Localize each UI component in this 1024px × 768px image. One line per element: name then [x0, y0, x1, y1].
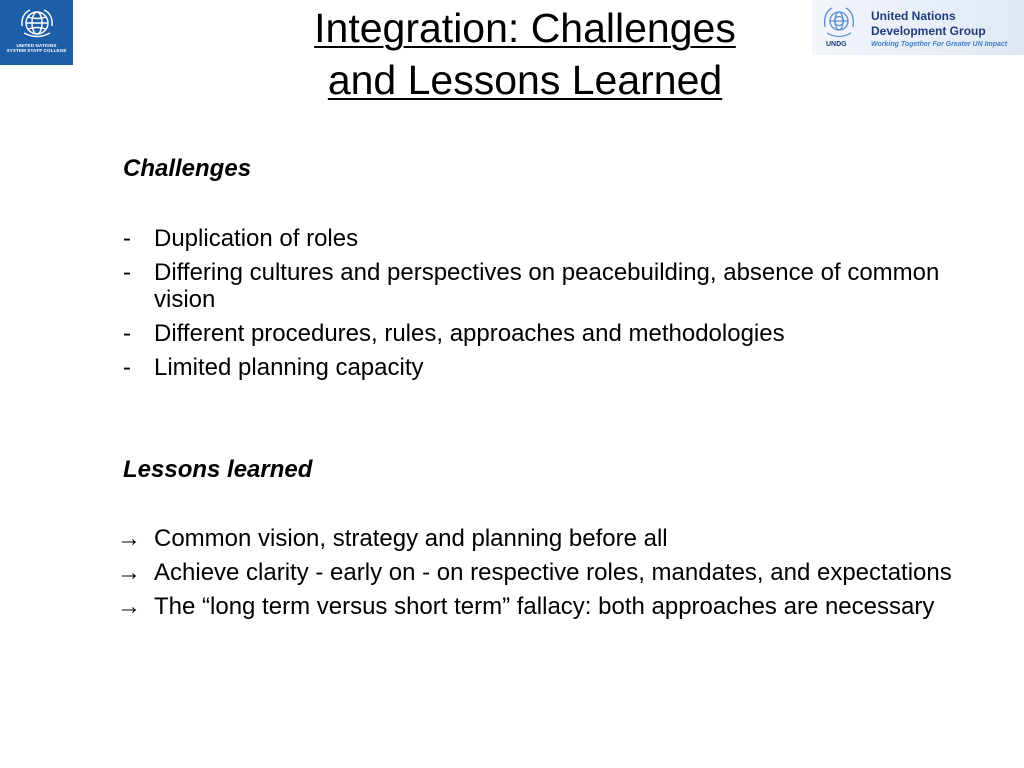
title-line-1: Integration: Challenges — [314, 5, 736, 51]
undg-name: United Nations Development Group — [871, 9, 986, 38]
arrow-right-icon: → — [117, 525, 141, 552]
list-item: → Common vision, strategy and planning before all — [117, 525, 668, 552]
lessons-list — [117, 525, 997, 627]
unssc-logo — [0, 0, 73, 65]
undg-tagline: Working Together For Greater UN Impact — [871, 41, 1008, 48]
arrow-right-icon: → — [117, 593, 141, 620]
dash-bullet: - — [123, 320, 131, 347]
list-item: - Differing cultures and perspectives on peacebuilding, absence of common vision — [123, 259, 940, 313]
title-line-2: and Lessons Learned — [327, 57, 723, 103]
dash-bullet: - — [123, 354, 131, 381]
list-item: - Limited planning capacity — [123, 354, 424, 381]
list-item: → Achieve clarity - early on - on respective roles, mandates, and expectations — [117, 559, 952, 586]
challenges-heading: Challenges — [123, 155, 252, 182]
undg-abbreviation: UNDG — [826, 41, 847, 48]
challenges-list — [117, 225, 997, 388]
arrow-right-icon: → — [117, 559, 141, 586]
slide-title — [200, 2, 850, 106]
list-item: → The “long term versus short term” fallacy: both approaches are necessary — [117, 593, 935, 620]
list-item: - Different procedures, rules, approaches and methodologies — [123, 320, 785, 347]
globe-icon — [18, 6, 56, 40]
dash-bullet: - — [123, 225, 131, 252]
unssc-logo-text: UNITED NATIONS SYSTEM STAFF COLLEGE — [6, 43, 67, 53]
list-item: - Duplication of roles — [123, 225, 359, 252]
lessons-heading: Lessons learned — [123, 456, 313, 483]
dash-bullet: - — [123, 259, 131, 286]
